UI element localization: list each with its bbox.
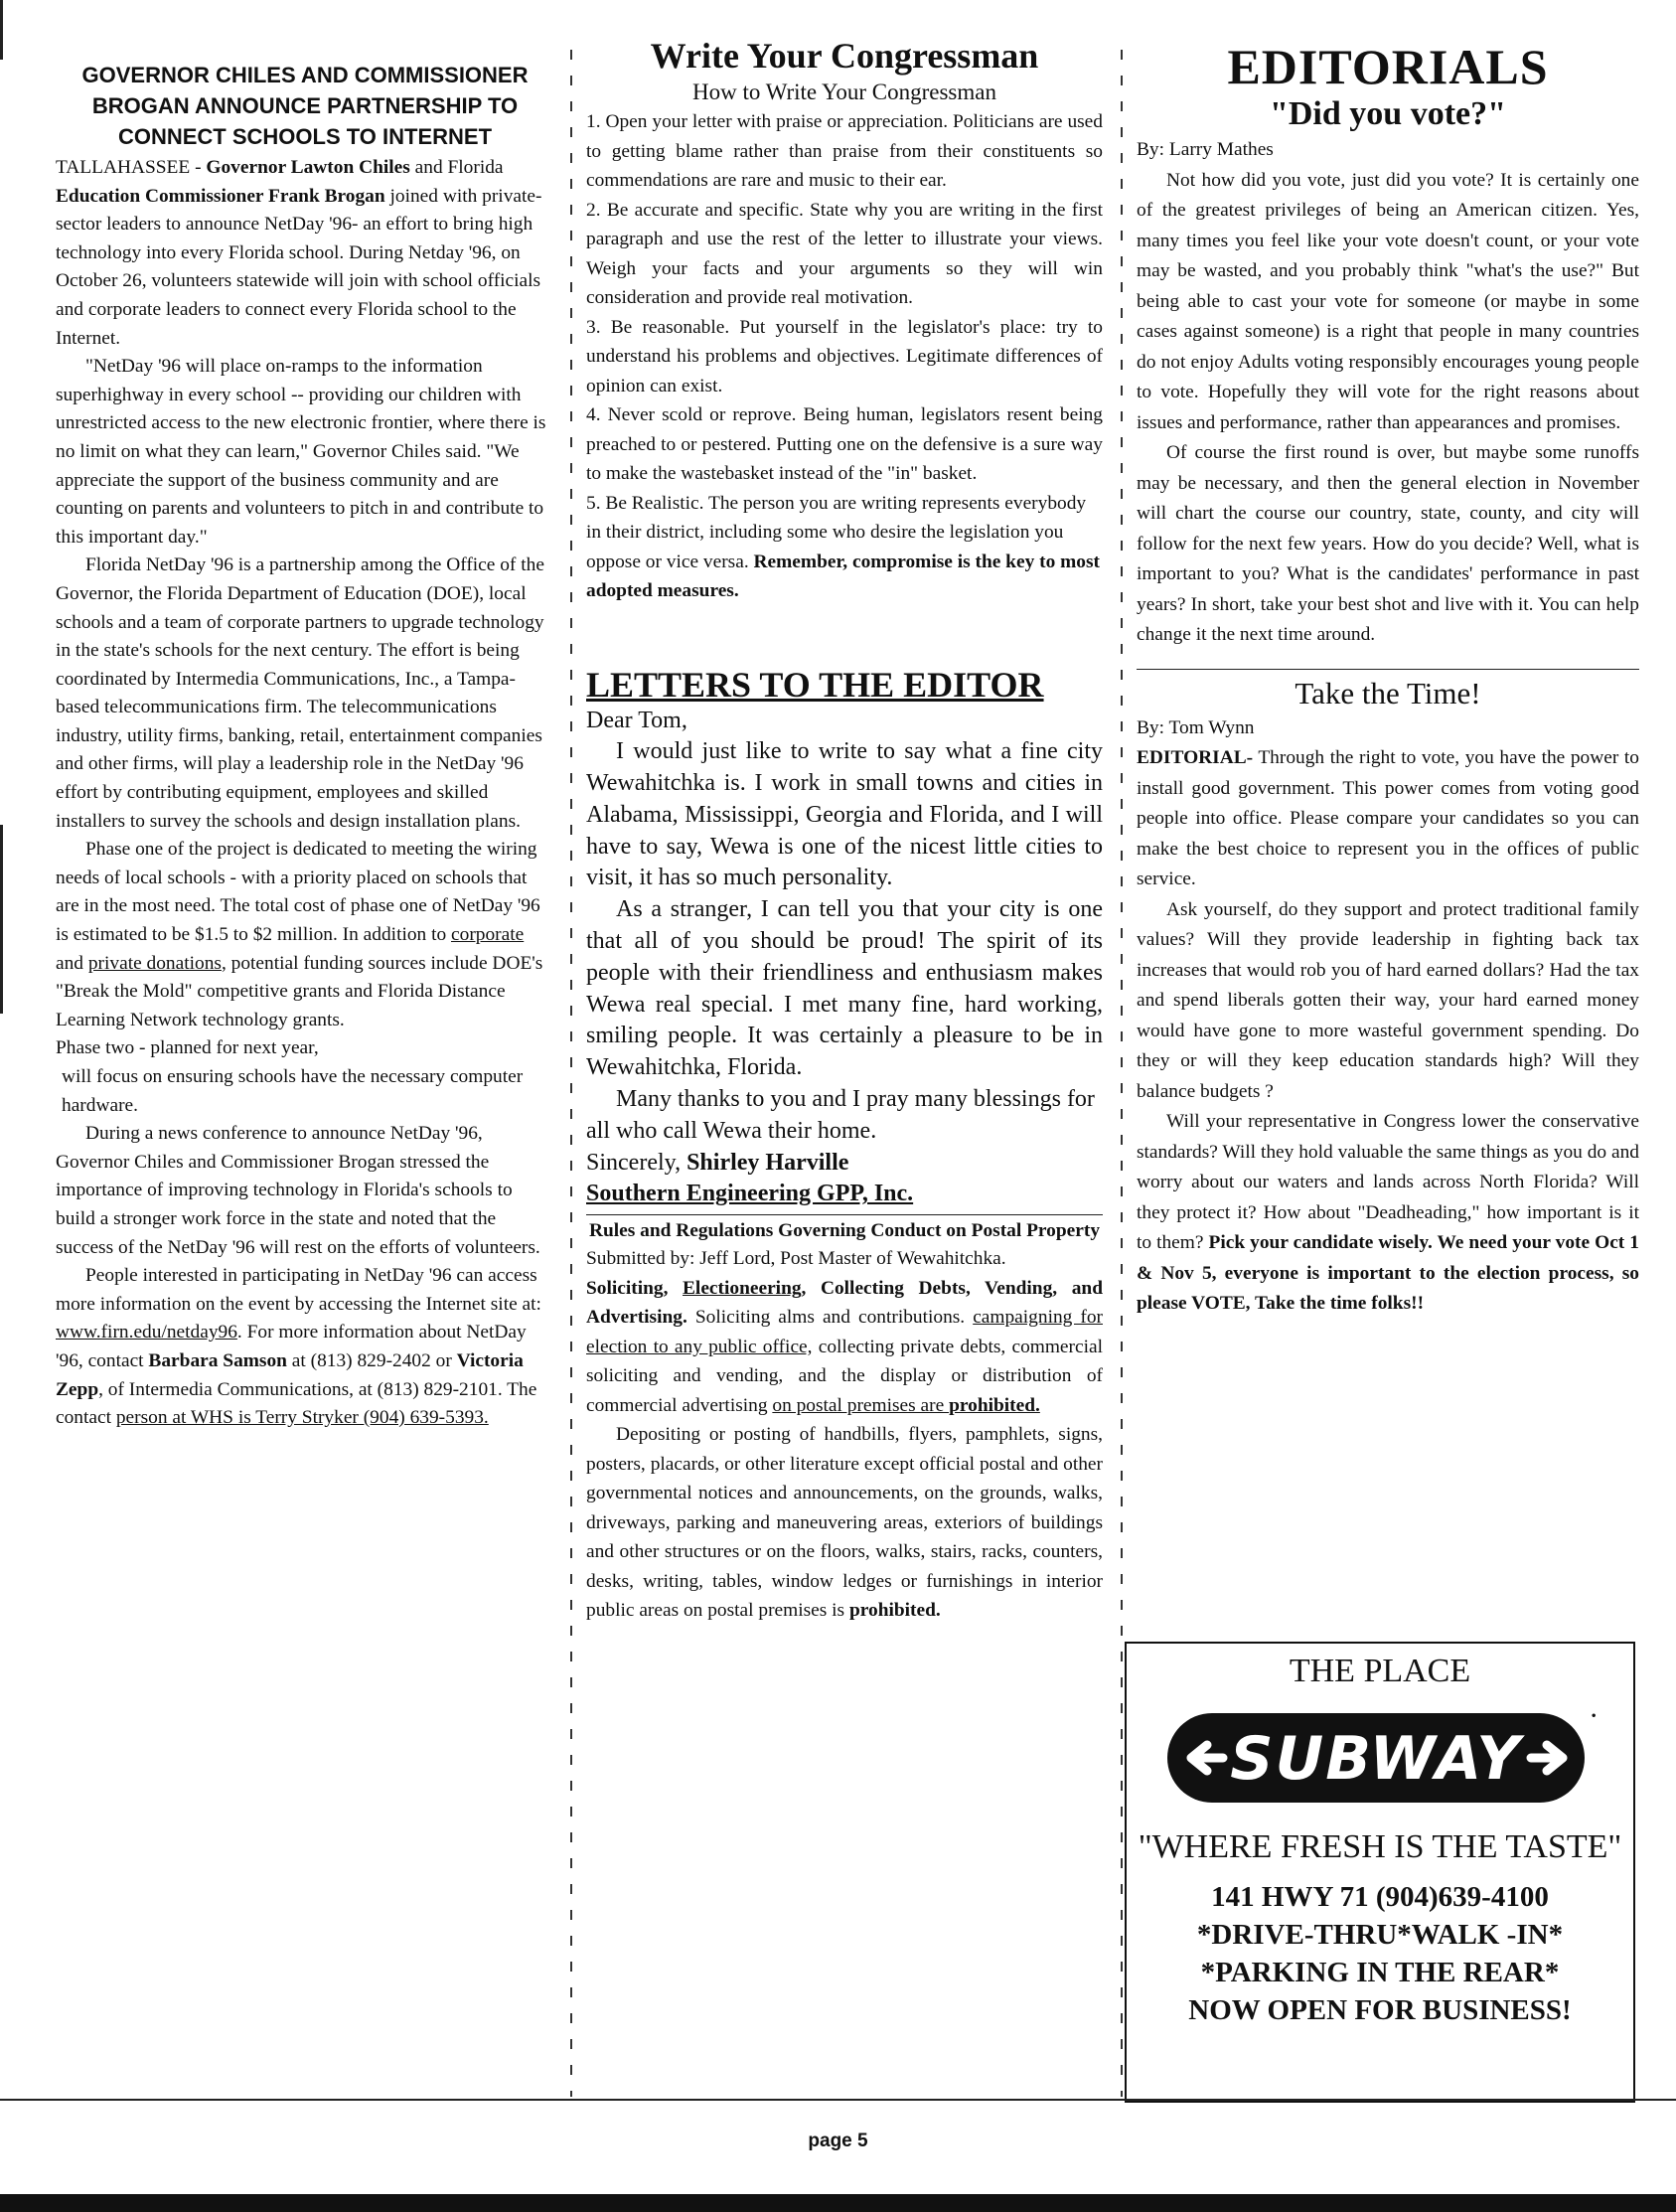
- byline: By: Larry Mathes: [1137, 139, 1274, 160]
- bold-text: Barbara Samson: [148, 1349, 287, 1371]
- middle-column: [586, 36, 1103, 1626]
- text: collecting private debts, commercial soliciting and vending, and the display or distribution of commercial advertising: [586, 1336, 1103, 1416]
- article-paragraph: Florida NetDay '96 is a partnership among the Office of the Governor, the Florida Department of Education (DOE), local schools and a team of corporate partners to upgrade technology in the state's schools for the next century. The effort is being coordinated by Intermedia Communications, Inc., a Tampa-based telecommunications firm. The telecommunications industry, utility firms, banking, retail, entertainment companies and other firms, will play a leadership role in the NetDay '96 effort by contributing equipment, employees and skilled installers to survey the schools and design installation plans.: [56, 554, 544, 832]
- ad-tagline: "WHERE FRESH IS THE TASTE": [1138, 1828, 1622, 1865]
- bold-text: prohibited.: [848, 1600, 941, 1622]
- text: , of Intermedia Communications, at (813) 829-2101. The contact: [56, 1378, 537, 1429]
- company-name: Southern Engineering GPP, Inc.: [586, 1181, 914, 1207]
- list-item: 4. Never scold or reprove. Being human, legislators resent being preached to or pestered. Putting one on the defensive is a sure way to make the wastebasket instead of the "in" basket.: [586, 404, 1103, 484]
- ad-top-line: THE PLACE: [1289, 1653, 1471, 1689]
- text: Sincerely,: [586, 1149, 687, 1176]
- bold-text: Victoria Zepp: [56, 1349, 524, 1400]
- scan-edge: [0, 2194, 1676, 2212]
- underlined-text: corporate: [451, 924, 525, 946]
- article-paragraph: will focus on ensuring schools have the necessary computer hardware.: [62, 1066, 524, 1116]
- article-headline: GOVERNOR CHILES AND COMMISSIONER BROGAN ANNOUNCE PARTNERSHIP TO CONNECT SCHOOLS TO INTERNET: [81, 63, 529, 149]
- article-headline: Write Your Congressman: [650, 36, 1039, 76]
- bold-text: Soliciting,: [586, 1277, 683, 1299]
- article-paragraph: [586, 1274, 1103, 1421]
- list-item: 3. Be reasonable. Put yourself in the legislator's place: try to understand his problems and objectives. Legitimate differences of opinion can exist.: [586, 316, 1103, 396]
- text: and: [56, 952, 88, 974]
- text: . For more information about NetDay '96, contact: [56, 1322, 527, 1371]
- byline: By: Tom Wynn: [1137, 716, 1255, 738]
- text: TALLAHASSEE -: [56, 157, 207, 178]
- text: Through the right to vote, you have the power to install good government. This power comes from voting good people into office. Please compare your candidates so you can make the best choice to represent you in the offices of public service.: [1137, 747, 1639, 889]
- editorials-column: [1137, 40, 1639, 1320]
- article-netday: [56, 40, 554, 1433]
- page-edge-mark: [0, 0, 3, 60]
- letter-salutation: Dear Tom,: [586, 707, 687, 733]
- text: Will your representative in Congress lower the conservative standards? Will they hold valuable the same things as you do and worry about our waters and lands across North Florida? Will they protect it? How about "Deadheading," how important is it to them?: [1137, 1111, 1639, 1253]
- signer-name: Shirley Harville: [686, 1149, 849, 1176]
- bold-text: Education Commissioner Frank Brogan: [56, 185, 385, 207]
- letter-paragraph: As a stranger, I can tell you that your city is one that all of you should be proud! The spirit of its people with their friendliness and enthusiasm makes Wewa real special. I met many fine, hard working, smiling people. It was certainly a pleasure to be in Wewahitchka, Florida.: [586, 896, 1103, 1081]
- ad-line: *DRIVE-THRU*WALK -IN*: [1196, 1919, 1564, 1951]
- page-bottom-rule: [0, 2099, 1676, 2101]
- website-link[interactable]: www.firn.edu/netday96: [56, 1322, 237, 1343]
- underlined-text: campaigning for election to any public office,: [586, 1307, 1103, 1357]
- underlined-text: Electioneering: [683, 1277, 802, 1299]
- article-paragraph: During a news conference to announce NetDay '96, Governor Chiles and Commissioner Brogan stressed the importance of improving technology in Florida's schools to build a stronger work force in the state and noted that the success of the NetDay '96 will rest on the efforts of volunteers.: [56, 1123, 540, 1258]
- ad-address: 141 HWY 71 (904)639-4100: [1211, 1881, 1549, 1913]
- article-paragraph: Ask yourself, do they support and protect traditional family values? Will they provide leadership in fighting back tax increases that would rob you of hard earned dollars? Had the tax and spend liberals gotten their way, your hard earned money would have gone to more wasteful government spending. Do they or will they keep education standards high? Will they balance budgets ?: [1137, 898, 1639, 1102]
- list-item: 2. Be accurate and specific. State why you are writing in the first paragraph and use the rest of the letter to illustrate your views. Weigh your facts and your arguments so they will win consideration and provide real motivation.: [586, 199, 1103, 308]
- article-paragraph: Not how did you vote, just did you vote? It is certainly one of the greatest privileges of being an American citizen. Yes, many times you feel like your vote doesn't count, or your vote may be wasted, and you probably think "what's the use?" But being able to cast your vote for someone (or maybe in some cases against someone) is a right that people in many countries do not enjoy Adults voting responsibly encourages young people to vote. Hopefully they will vote for the right reasons about issues and performance, rather than appearances and promises.: [1137, 169, 1639, 433]
- column-divider: [570, 50, 572, 2097]
- article-paragraph: [1137, 743, 1639, 895]
- page-edge-mark: [0, 825, 3, 1014]
- subway-logo-graphic: [1161, 1703, 1599, 1813]
- bold-text: Governor Lawton Chiles: [206, 157, 410, 178]
- letter-paragraph: Many thanks to you and I pray many blessings for all who call Wewa their home.: [586, 1086, 1095, 1144]
- article-paragraph: "NetDay '96 will place on-ramps to the information superhighway in every school -- providing our children with unrestricted access to the new electronic frontier, where there is no limit on what they can learn," Governor Chiles said. "We appreciate the support of the business community and are counting on parents and volunteers to pitch in and contribute to this important day.": [56, 356, 546, 548]
- text: People interested in participating in NetDay '96 can access more information on the event by accessing the Internet site at:: [56, 1265, 541, 1315]
- text: Soliciting alms and contributions.: [686, 1307, 974, 1329]
- registered-mark-icon: •: [1591, 1711, 1598, 1722]
- bold-text: Remember, compromise is the key to most adopted measures.: [586, 551, 1100, 601]
- text: joined with private-sector leaders to announce NetDay '96- an effort to bring high technology into every Florida school. During Netday '96, on October 26, volunteers statewide will join with school officials and corporate leaders to connect every Florida school to the Internet.: [56, 185, 542, 349]
- bold-text: , Collecting Debts, Vending, and Advertising.: [586, 1277, 1103, 1329]
- text: 5. Be Realistic. The person you are writing represents everybody in their district, including some who desire the legislation you oppose or vice versa.: [586, 492, 1087, 572]
- article-paragraph: Of course the first round is over, but maybe some runoffs may be necessary, and then the general election in November will chart the course our country, state, county, and city will follow for the next few years. How do you decide? Well, what is important to you? What is the candidates' performance in past years? In short, take your best shot and live with it. You can help change it the next time around.: [1137, 442, 1639, 645]
- article-paragraph: [586, 1420, 1103, 1626]
- letter-company: [586, 1179, 1103, 1210]
- text: at (813) 829-2402 or: [286, 1349, 457, 1371]
- list-item: 1. Open your letter with praise or appreciation. Politicians are used to getting blame rather than praise from their constituents so commendations are rare and music to their ear.: [586, 111, 1103, 191]
- logo-text: SUBWAY: [1230, 1724, 1522, 1794]
- text: and Florida: [409, 157, 504, 178]
- text: Phase one of the project is dedicated to meeting the wiring needs of local schools - with a priority placed on schools that are in the most need. The total cost of phase one of NetDay '96 is estimated to be $1.5 to $2 million. In addition to: [56, 839, 540, 946]
- ad-line: *PARKING IN THE REAR*: [1200, 1957, 1560, 1988]
- subway-advertisement: [1125, 1642, 1635, 2103]
- bold-text: Pick your candidate wisely. We need your vote Oct 1 & Nov 5, everyone is important to the election process, so please VOTE, Take the time folks!!: [1137, 1232, 1639, 1314]
- underlined-text: private donations: [87, 952, 222, 974]
- letter-paragraph: I would just like to write to say what a fine city Wewahitchka is. I work in small towns and cities in Alabama, Mississippi, Georgia and Florida, and I will have to say, Wewa is one of the nicest little cities to visit, it has so much personality.: [586, 738, 1103, 891]
- article-paragraph: Submitted by: Jeff Lord, Post Master of Wewahitchka.: [586, 1248, 1006, 1270]
- page-number: page 5: [808, 2131, 868, 2151]
- bold-text: EDITORIAL-: [1137, 747, 1254, 768]
- column-divider: [1121, 50, 1123, 2097]
- letter-signoff: [586, 1148, 1103, 1180]
- section-title: EDITORIALS: [1227, 39, 1549, 94]
- text: , potential funding sources include DOE's "Break the Mold" competitive grants and Florida Distance Learning Network technology grants.: [56, 952, 543, 1030]
- article-paragraph: [1137, 1107, 1639, 1320]
- article-headline: "Did you vote?": [1270, 95, 1506, 132]
- rules-headline: Rules and Regulations Governing Conduct on Postal Property: [586, 1214, 1103, 1244]
- article-paragraph: Phase two - planned for next year,: [56, 1037, 319, 1059]
- article-paragraph: [56, 836, 554, 1034]
- text: Depositing or posting of handbills, flyers, pamphlets, signs, posters, placards, or other literature except official postal and other governmental notices and announcements, on the grounds, walks, driveways, parking and maneuvering areas, exteriors of buildings and other structures or on the floors, walks, stairs, racks, counters, desks, writing, tables, window ledges or furnishings in interior public areas on postal premises is: [586, 1424, 1103, 1622]
- underlined-text: person at WHS is Terry Stryker (904) 639-5393.: [115, 1407, 489, 1429]
- article-headline: Take the Time!: [1137, 669, 1639, 713]
- article-paragraph: [56, 154, 554, 353]
- subway-logo: [1161, 1703, 1599, 1813]
- article-subheadline: How to Write Your Congressman: [692, 79, 996, 104]
- letters-headline: LETTERS TO THE EDITOR: [586, 664, 1044, 705]
- ad-line: NOW OPEN FOR BUSINESS!: [1188, 1994, 1572, 2026]
- underlined-text: on postal premises are: [772, 1394, 950, 1416]
- list-item: [586, 489, 1103, 606]
- article-paragraph: [56, 1262, 554, 1433]
- underlined-text: prohibited.: [949, 1394, 1040, 1416]
